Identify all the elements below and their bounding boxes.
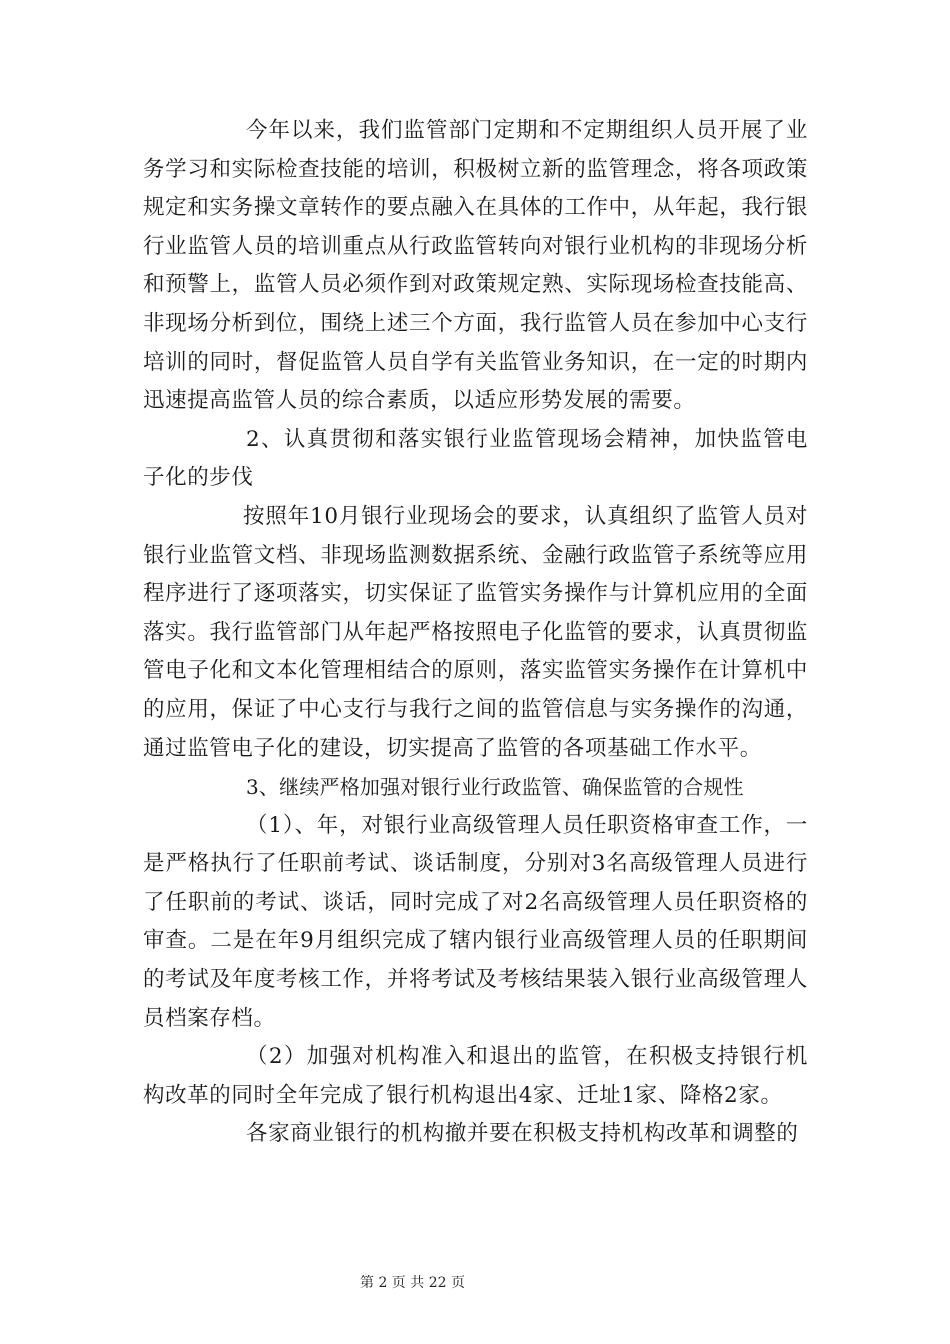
paragraph-institution-access: （2）加强对机构准入和退出的监管，在积极支持银行机构改革的同时全年完成了银行机构退出4家、迁址1家、降格2家。	[143, 1044, 808, 1108]
paragraph-training: 今年以来，我们监管部门定期和不定期组织人员开展了业务学习和实际检查技能的培训，积极树立新的监管理念，将各项政策规定和实务操文章转作的要点融入在具体的工作中，从年起，我行银行业监管人员的培训重点从行政监管转向对银行业机构的非现场分析和预警上，监管人员必须作到对政策规定熟、实际现场检查技能高、非现场分析到位，围绕上述三个方面，我行监管人员在参加中心支行培训的同时，督促监管人员自学有关监管业务知识，在一定的时期内迅速提高监管人员的综合素质，以适应形势发展的需要。	[143, 118, 808, 414]
paragraph-electronic-supervision: 按照年10月银行业现场会的要求，认真组织了监管人员对银行业监管文档、非现场监测数据系统、金融行政监管子系统等应用程序进行了逐项落实，切实保证了监管实务操作与计算机应用的全面落实。我行监管部门从年起严格按照电子化监管的要求，认真贯彻监管电子化和文本化管理相结合的原则，落实监管实务操作在计算机中的应用，保证了中心支行与我行之间的监管信息与实务操作的沟通，通过监管电子化的建设，切实提高了监管的各项基础工作水平。	[143, 503, 808, 761]
paragraph-qualification-review: （1）、年，对银行业高级管理人员任职资格审查工作，一是严格执行了任职前考试、谈话制度，分别对3名高级管理人员进行了任职前的考试、谈话，同时完成了对2名高级管理人员任职资格的审查。二是在年9月组织完成了辖内银行业高级管理人员的任职期间的考试及年度考核工作，并将考试及考核结果装入银行业高级管理人员档案存档。	[143, 812, 808, 1031]
page-number-footer: 第 2 页 共 22 页	[360, 1275, 465, 1291]
heading-section-2: 2、认真贯彻和落实银行业监管现场会精神，加快监管电子化的步伐	[143, 426, 808, 491]
document-body	[143, 112, 808, 1154]
heading-section-3: 3、继续严格加强对银行业行政监管、确保监管的合规性	[246, 775, 744, 800]
paragraph-bank-restructuring: 各家商业银行的机构撤并要在积极支持机构改革和调整的	[246, 1121, 799, 1147]
